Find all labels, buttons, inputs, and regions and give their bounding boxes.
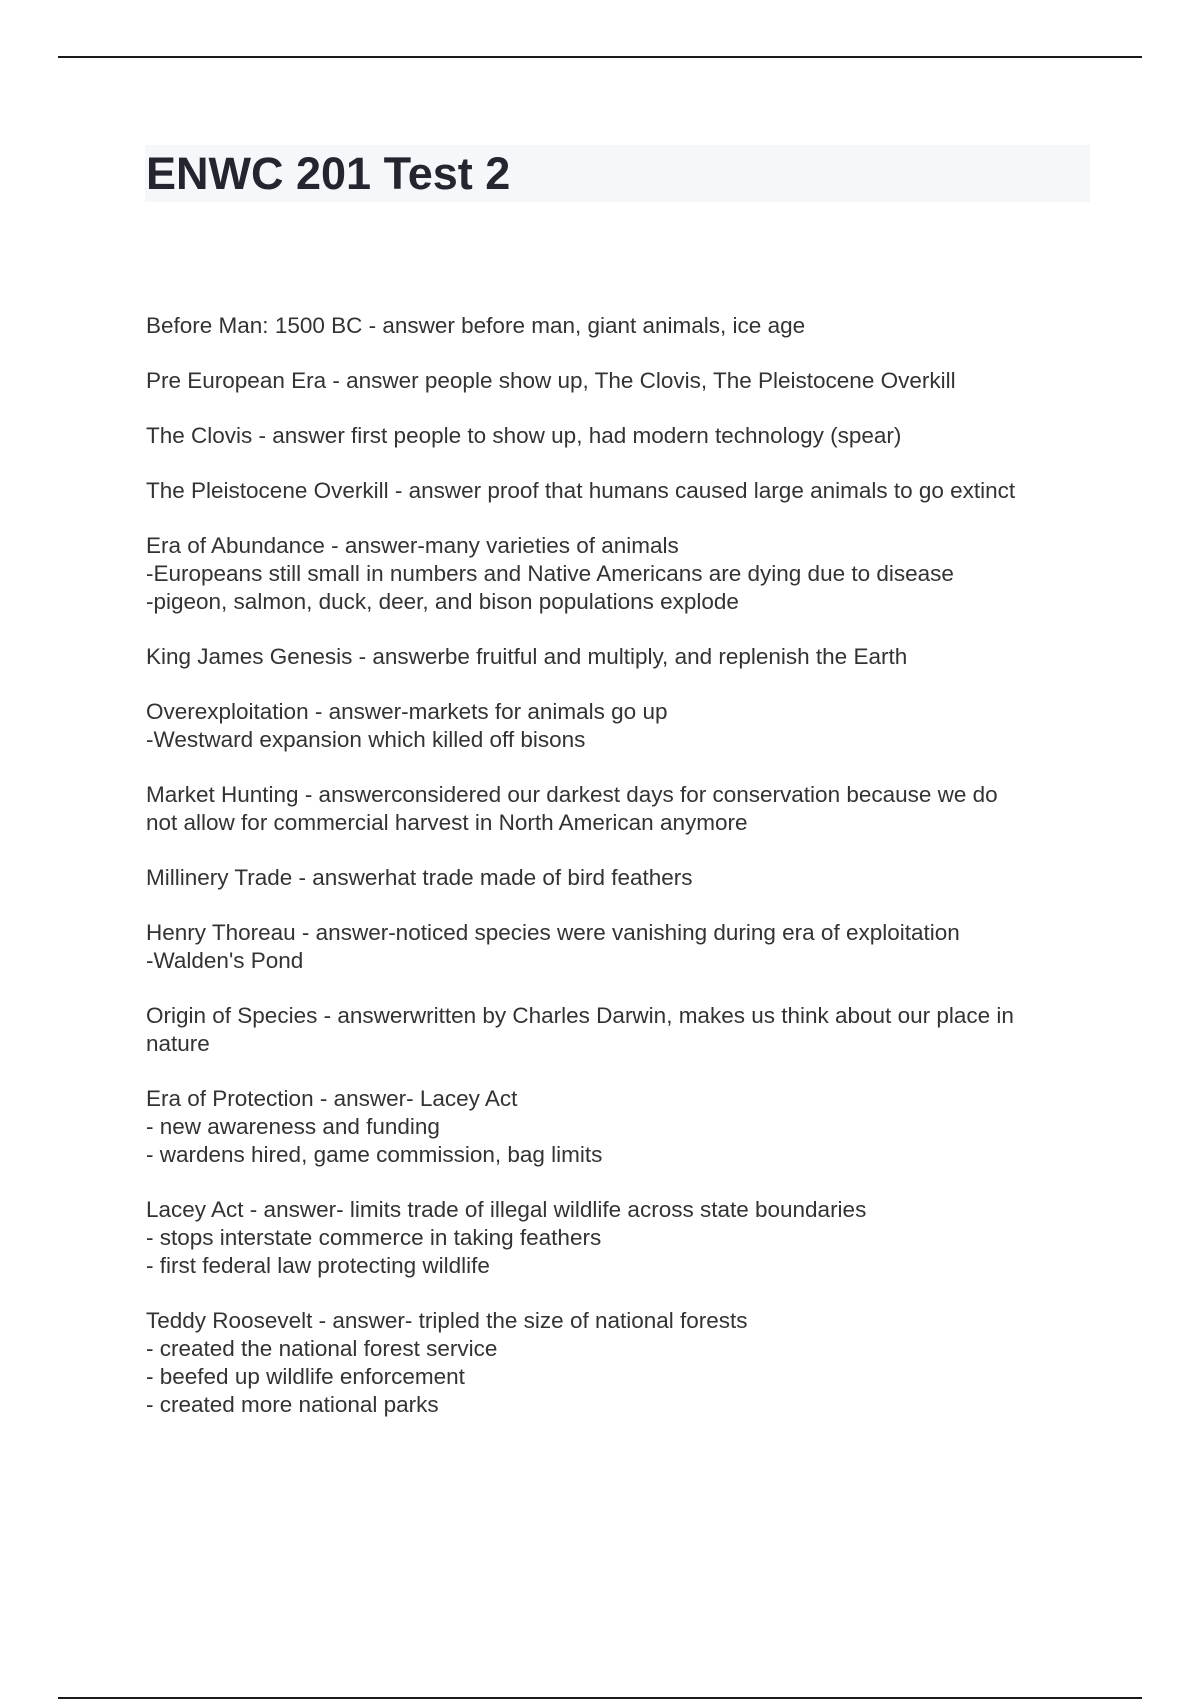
flashcard-entry [146, 312, 1091, 340]
flashcard-entry [146, 1085, 1091, 1169]
entry-line: - beefed up wildlife enforcement [146, 1364, 465, 1389]
entry-line: Teddy Roosevelt - answer- tripled the size of national forests [146, 1308, 748, 1333]
entry-line: - created the national forest service [146, 1336, 498, 1361]
flashcard-entry [146, 422, 1091, 450]
flashcard-entry [146, 477, 1091, 505]
entry-line: The Pleistocene Overkill - answer proof that humans caused large animals to go extinct [146, 478, 1016, 503]
page-title: ENWC 201 Test 2 [146, 148, 511, 199]
flashcard-entry [146, 1002, 1091, 1058]
flashcard-entry [146, 919, 1091, 975]
flashcard-entry [146, 367, 1091, 395]
entry-line: Henry Thoreau - answer-noticed species were vanishing during era of exploitation [146, 920, 960, 945]
flashcard-entry [146, 643, 1091, 671]
entry-line: Era of Abundance - answer-many varieties of animals [146, 533, 679, 558]
entry-line: King James Genesis - answerbe fruitful and multiply, and replenish the Earth [146, 644, 908, 669]
entry-line: -Westward expansion which killed off bisons [146, 727, 586, 752]
entry-line: Overexploitation - answer-markets for animals go up [146, 699, 668, 724]
entry-line: -Walden's Pond [146, 948, 304, 973]
entry-line: -Europeans still small in numbers and Native Americans are dying due to disease [146, 561, 954, 586]
entry-line: Market Hunting - answerconsidered our darkest days for conservation because we do [146, 782, 998, 807]
entry-line: nature [146, 1031, 210, 1056]
entry-line: Era of Protection - answer- Lacey Act [146, 1086, 518, 1111]
flashcard-entry [146, 864, 1091, 892]
entry-line: -pigeon, salmon, duck, deer, and bison populations explode [146, 589, 739, 614]
entry-line: Pre European Era - answer people show up, The Clovis, The Pleistocene Overkill [146, 368, 956, 393]
entry-line: Millinery Trade - answerhat trade made of bird feathers [146, 865, 693, 890]
entry-line: - new awareness and funding [146, 1114, 440, 1139]
flashcard-entry [146, 1196, 1091, 1280]
entry-line: not allow for commercial harvest in North American anymore [146, 810, 748, 835]
flashcard-entry [146, 698, 1091, 754]
entry-line: - first federal law protecting wildlife [146, 1253, 490, 1278]
flashcard-entry [146, 532, 1091, 616]
entry-line: - created more national parks [146, 1392, 439, 1417]
flashcard-list [146, 312, 1091, 1446]
flashcard-entry [146, 781, 1091, 837]
bottom-rule [58, 1697, 1142, 1699]
entry-line: Lacey Act - answer- limits trade of illegal wildlife across state boundaries [146, 1197, 867, 1222]
entry-line: Before Man: 1500 BC - answer before man, giant animals, ice age [146, 313, 806, 338]
entry-line: The Clovis - answer first people to show up, had modern technology (spear) [146, 423, 902, 448]
entry-line: - wardens hired, game commission, bag limits [146, 1142, 603, 1167]
flashcard-entry [146, 1307, 1091, 1419]
top-rule [58, 56, 1142, 58]
entry-line: - stops interstate commerce in taking feathers [146, 1225, 602, 1250]
entry-line: Origin of Species - answerwritten by Charles Darwin, makes us think about our place in [146, 1003, 1014, 1028]
